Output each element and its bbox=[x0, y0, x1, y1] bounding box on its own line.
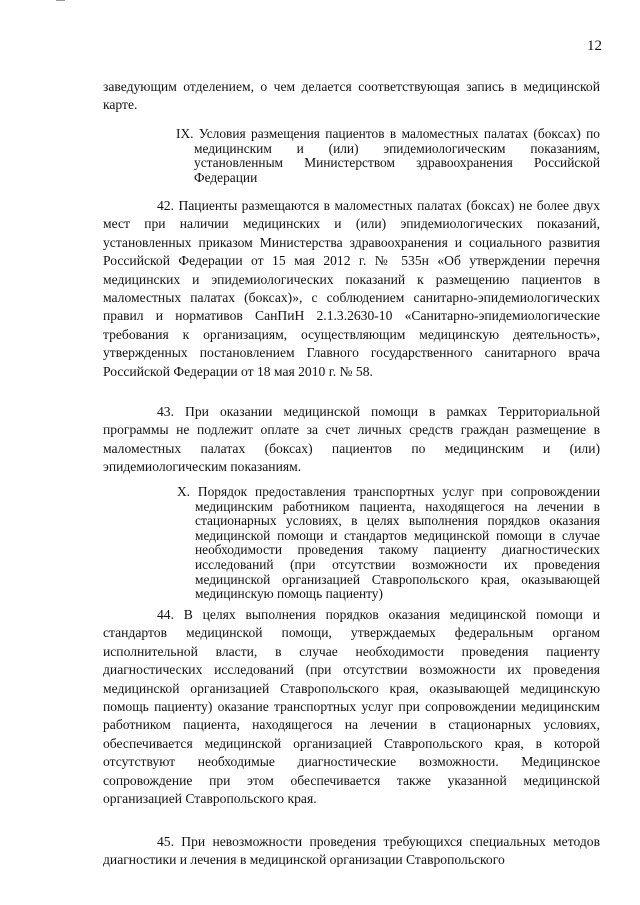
paragraph-42 bbox=[103, 197, 600, 381]
paragraph-45 bbox=[103, 833, 600, 870]
paragraph-intro bbox=[103, 78, 600, 115]
p43-text: 43. При оказании медицинской помощи в рамках Территориальной программы не подлежит оплате за счет личных средств граждан размещение в маломестных палатах (боксах) пациентов по медицинским и (или) эпидемиологическим показаниям. bbox=[103, 404, 600, 475]
p44-text: 44. В целях выполнения порядков оказания медицинской помощи и стандартов медицинской помощи, утверждаемых федеральным органом исполнительной власти, в случае необходимости проведения пациенту диагностических исследований (при отсутствии возможности их проведения медицинской организацией Ставропольского края, оказывающей медицинскую помощь пациенту) оказание транспортных услуг при сопровождении медицинским работником пациента, находящегося на лечении в стационарных условиях, обеспечивается медицинской организацией Ставропольского края, в которой отсутствуют необходимые диагностические возможности. Медицинское сопровождение при этом обеспечивается также указанной медицинской организацией Ставропольского края. bbox=[103, 607, 600, 807]
intro-text: заведующим отделением, о чем делается соответствующая запись в медицинской карте. bbox=[103, 79, 600, 113]
section-x-heading: X. Порядок предоставления транспортных услуг при сопровождении медицинским работником пациента, находящегося на лечении в стационарных условиях, в целях выполнения порядков оказания медицинской помощи и стандартов медицинской помощи в случае необходимости проведения такому пациенту диагностических исследований (при отсутствии возможности их проведения медицинской организацией Ставропольского края, оказывающей медицинскую помощь пациенту) bbox=[177, 484, 600, 602]
paragraph-44 bbox=[103, 606, 600, 808]
section-ix-heading: IX. Условия размещения пациентов в маломестных палатах (боксах) по медицинским и (или) эпидемиологическим показаниям, установленным Министерством здравоохранения Российской Федерации bbox=[176, 126, 600, 185]
page-number: 12 bbox=[587, 38, 602, 54]
p45-text: 45. При невозможности проведения требующихся специальных методов диагностики и лечения в медицинской организации Ставропольского bbox=[103, 834, 600, 868]
scan-corner-mark bbox=[56, 0, 65, 1]
paragraph-43 bbox=[103, 403, 600, 477]
p42-text: 42. Пациенты размещаются в маломестных палатах (боксах) не более двух мест при наличии медицинских и (или) эпидемиологических показаний, установленных приказом Министерства здравоохранения и социального развития Российской Федерации от 15 мая 2012 г. № 535н «Об утверждении перечня медицинских и эпидемиологических показаний к размещению пациентов в маломестных палатах (боксах)», с соблюдением санитарно-эпидемиологических правил и нормативов СанПиН 2.1.3.2630-10 «Санитарно-эпидемиологические требования к организациям, осуществляющим медицинскую деятельность», утвержденных постановлением Главного государственного санитарного врача Российской Федерации от 18 мая 2010 г. № 58. bbox=[103, 198, 600, 379]
